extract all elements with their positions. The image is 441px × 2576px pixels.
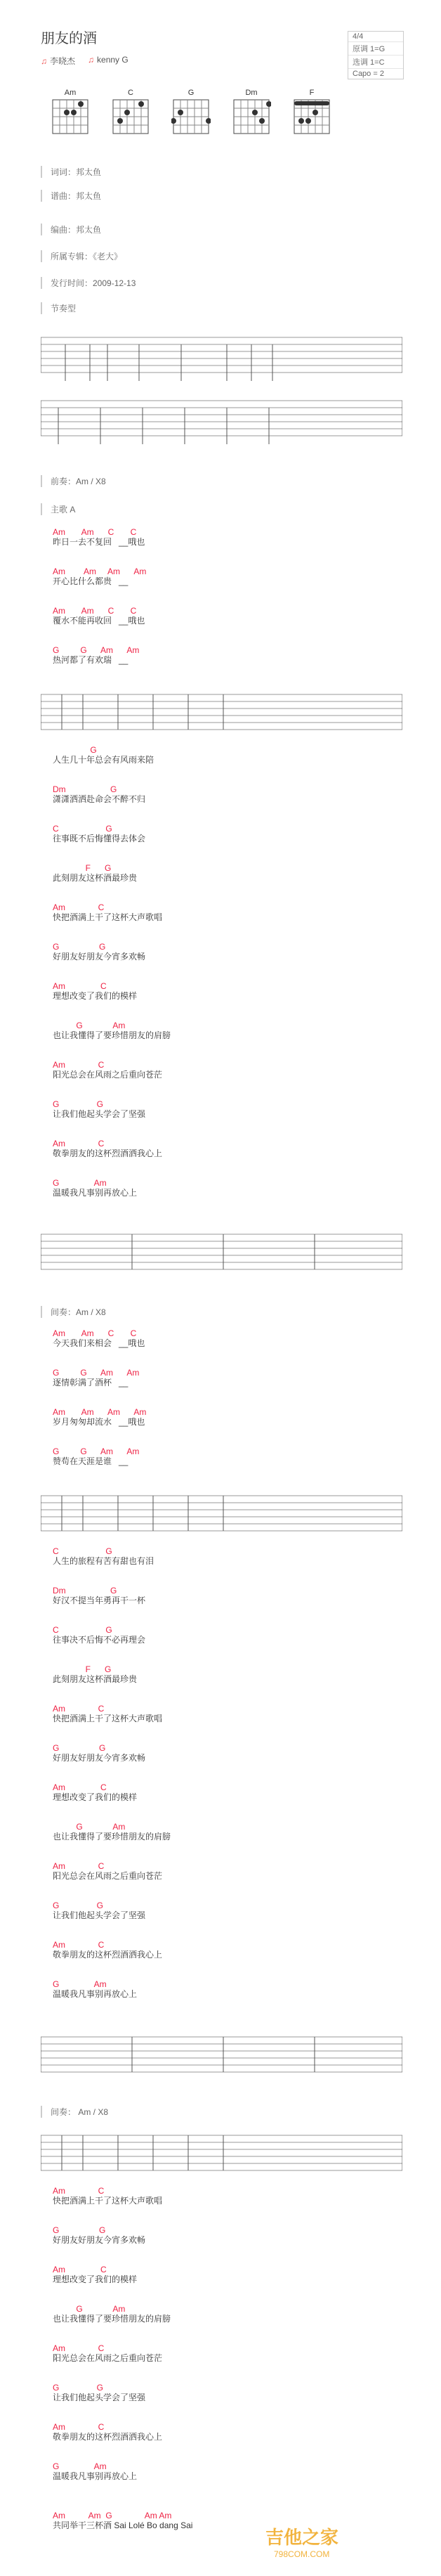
lyric-line: Am C 快把酒满上干了这杯大声歌唱: [53, 902, 163, 922]
chosen-key: 选调 1=C: [348, 56, 403, 69]
lyric-line: G Am 也让我懂得了要珍惜朋友的肩膀: [53, 1021, 171, 1040]
beat-value: 4/4: [348, 32, 403, 42]
lyric-line: G Am 温暖我凡事别再放心上: [53, 1979, 138, 1999]
lyric-line: Am C 理想改变了我们的模样: [53, 981, 138, 1001]
lyric-line: C G 往事决不后悔不必再理会: [53, 1625, 146, 1645]
artist-singer[interactable]: ♫ 李晓杰: [41, 56, 76, 66]
chord-diagram-c: C: [110, 89, 152, 135]
lyric-line: G G 好朋友好朋友今宵多欢畅: [53, 942, 146, 962]
info-arranger: 编曲：邦太鱼: [41, 224, 101, 235]
lyric-line: G 人生几十年总会有风雨来陪: [53, 745, 154, 765]
lyric-line: G G Am Am 热河都了有欢瑞 __: [53, 645, 140, 665]
info-lyricist: 词词：邦太鱼: [41, 166, 101, 178]
chord-diagrams: [49, 89, 333, 135]
lyric-line: G Am 也让我懂得了要珍惜朋友的肩膀: [53, 1822, 171, 1842]
lyric-line: Am Am G Am Am 共同举干三杯酒 Sai Lolé Bo dang Sai: [53, 2511, 193, 2530]
lyric-line: Dm G 好汉不提当年勇再干一杯: [53, 1586, 146, 1605]
song-title: 朋友的酒: [41, 31, 97, 46]
interlude-label: 间奏：Am / X8: [41, 1306, 106, 1318]
lyric-line: G G 让我们他起头学会了坚强: [53, 2383, 146, 2402]
lyric-line: Am C 理想改变了我们的模样: [53, 2265, 138, 2284]
info-release: 发行时间：2009-12-13: [41, 277, 136, 289]
prelude-label: 前奏：Am / X8: [41, 475, 106, 487]
artist-composer[interactable]: ♫ kenny G: [88, 55, 129, 65]
lyric-line: Am C 快把酒满上干了这杯大声歌唱: [53, 2186, 163, 2206]
info-rhythm: 节奏型: [41, 302, 76, 314]
chord-diagram-g: G: [170, 89, 212, 135]
lyric-line: Am C 阳光总会在风雨之后重向苍茫: [53, 1861, 163, 1881]
lyric-line: G G 让我们他起头学会了坚强: [53, 1901, 146, 1920]
chord-grid-icon: [111, 98, 150, 135]
chord-grid-icon: [171, 98, 211, 135]
lyric-line: Am Am Am Am 岁月匆匆却流水 __哦也: [53, 1407, 147, 1427]
chord-grid-icon: [232, 98, 271, 135]
site-watermark[interactable]: 吉他之家 798COM.COM: [265, 2527, 339, 2559]
chord-grid-icon: [51, 98, 90, 135]
lyric-line: Am Am C C 今天我们来相会 __哦也: [53, 1328, 145, 1348]
tab-staff: [41, 687, 402, 737]
interlude-label: 间奏： Am / X8: [41, 2106, 108, 2118]
lyric-line: Am C 敬拳朋友的这杯烈酒洒我心上: [53, 1139, 163, 1158]
lyric-line: G G 好朋友好朋友今宵多欢畅: [53, 1743, 146, 1763]
verse-a-label: 主歌 A: [41, 503, 75, 515]
tab-staff: [41, 1227, 402, 1276]
music-note-icon: ♫: [88, 55, 95, 65]
tab-staff: [41, 2128, 402, 2177]
info-album: 所属专辑：《老大》: [41, 250, 122, 262]
lyric-line: Am C 阳光总会在风雨之后重向苍茫: [53, 1060, 163, 1080]
tab-staff: [41, 2030, 402, 2079]
chord-grid-icon: [292, 98, 331, 135]
rhythm-tab-staff: [41, 394, 402, 450]
lyric-line: G Am 温暖我凡事别再放心上: [53, 1178, 138, 1198]
lyric-line: G G Am Am 赞苟在天涯是谁 __: [53, 1446, 140, 1466]
lyric-line: Am C 敬拳朋友的这杯烈酒洒我心上: [53, 2422, 163, 2442]
lyric-line: G G 好朋友好朋友今宵多欢畅: [53, 2225, 146, 2245]
lyric-line: Am Am C C 昨日一去不复回 __哦也: [53, 527, 145, 547]
capo-value: Capo = 2: [353, 70, 384, 78]
lyric-line: G G Am Am 逐情彰满了酒杯 __: [53, 1368, 140, 1387]
original-key: 原调 1=G: [348, 42, 403, 56]
info-composer: 谱曲：邦太鱼: [41, 190, 101, 202]
tab-staff: [41, 1489, 402, 1538]
chord-diagram-f: F: [291, 89, 333, 135]
chord-diagram-am: Am: [49, 89, 91, 135]
chord-diagram-dm: Dm: [230, 89, 272, 135]
lyric-line: C G 人生的旅程有苦有甜也有泪: [53, 1546, 154, 1566]
lyric-line: Am C 阳光总会在风雨之后重向苍茫: [53, 2343, 163, 2363]
key-info-box: [348, 31, 404, 79]
lyric-line: Am C 敬拳朋友的这杯烈酒洒我心上: [53, 1940, 163, 1960]
artist-row: [41, 55, 129, 67]
lyric-line: Am Am C C 覆水不能再收回 __哦也: [53, 606, 145, 626]
lyric-line: Dm G 潇潇洒洒赴命会不醉不归: [53, 784, 146, 804]
lyric-line: F G 此刻朋友这杯酒最珍贵: [53, 1664, 138, 1684]
lyric-line: Am C 快把酒满上干了这杯大声歌唱: [53, 1704, 163, 1723]
lyric-line: Am C 理想改变了我们的模样: [53, 1782, 138, 1802]
lyric-line: G Am 温暖我凡事别再放心上: [53, 2461, 138, 2481]
lyric-line: C G 往事既不后悔懂得去体会: [53, 824, 146, 843]
lyric-line: Am Am Am Am 开心比什么都贵 __: [53, 567, 147, 586]
lyric-line: G Am 也让我懂得了要珍惜朋友的肩膀: [53, 2304, 171, 2324]
lyric-line: G G 让我们他起头学会了坚强: [53, 1099, 146, 1119]
music-note-icon: ♫: [41, 56, 47, 66]
rhythm-tab-staff: [41, 330, 402, 387]
lyric-line: F G 此刻朋友这杯酒最珍贵: [53, 863, 138, 883]
